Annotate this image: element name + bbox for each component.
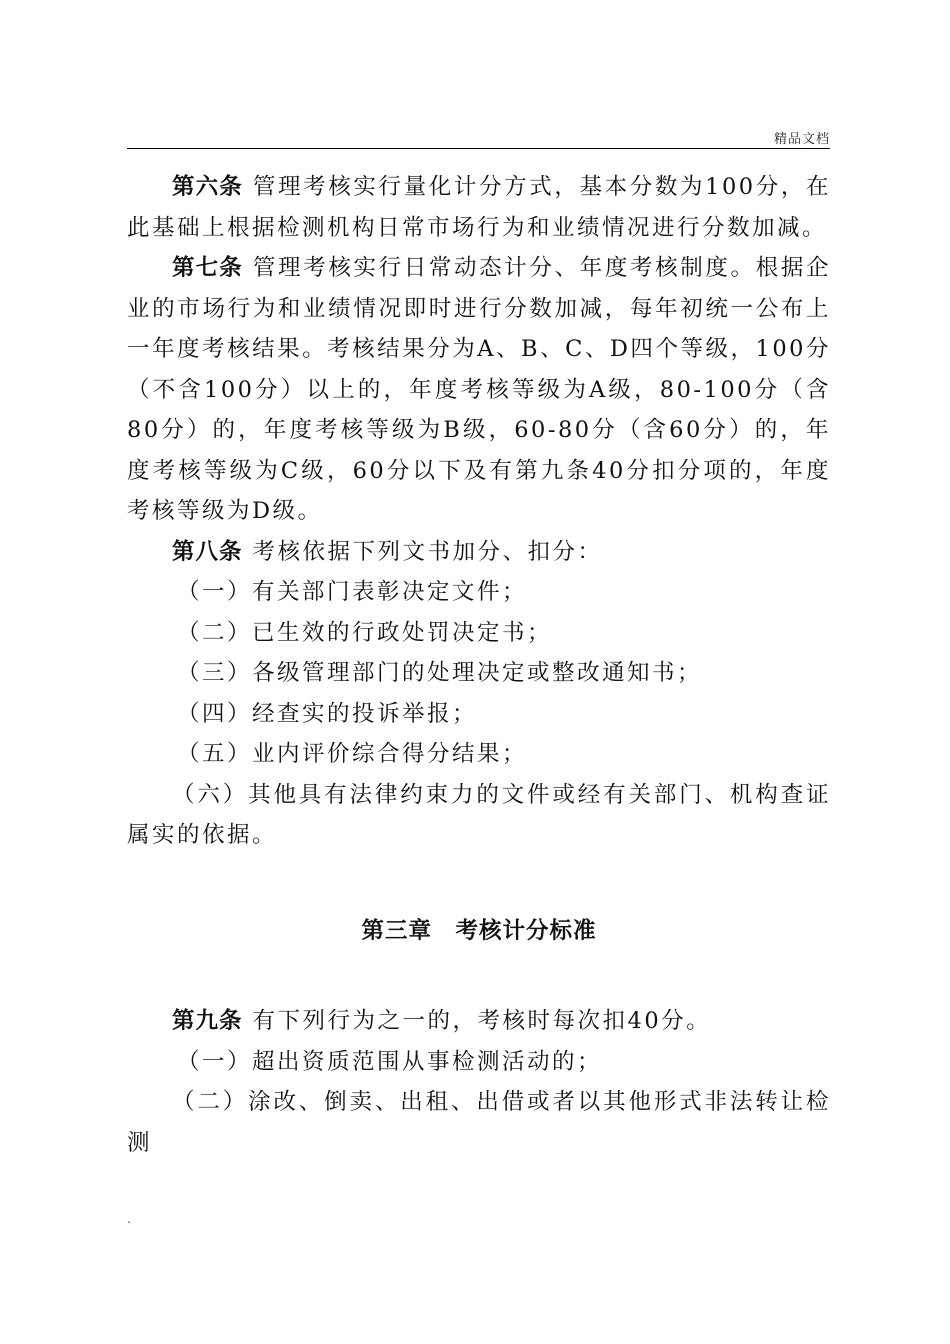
article-6-text: 管理考核实行量化计分方式，基本分数为100分，在此基础上根据检测机构日常市场行为和业绩情况进行分数加减。 (127, 174, 831, 241)
footer-mark: . (127, 1212, 131, 1226)
article-9-item: （一）超出资质范围从事检测活动的； (177, 1048, 603, 1075)
article-8-item: （六）其他具有法律约束力的文件或经有关部门、机构查证属实的依据。 (127, 781, 831, 848)
article-8-item: （五）业内评价综合得分结果； (177, 741, 528, 767)
article-9-text: 有下列行为之一的，考核时每次扣40分。 (252, 1008, 712, 1034)
article-9-item: （二）涂改、倒卖、出租、出借或者以其他形式非法转让检测 (127, 1089, 831, 1156)
header-label: 精品文档 (773, 132, 830, 147)
header-divider (127, 148, 830, 149)
article-8-item: （三）各级管理部门的处理决定或整改通知书； (177, 660, 703, 686)
article-8-title: 第八条 (172, 538, 243, 565)
article-7-text: 管理考核实行日常动态计分、年度考核制度。根据企业的市场行为和业绩情况即时进行分数加减，每年初统一公布上一年度考核结果。考核结果分为A、B、C、D四个等级，100分（不含100分）以上的，年度考核等级为A级，80-100分（含80分）的，年度考核等级为B级，60-80分（含60分）的，年度考核等级为C级，60分以下及有第九条40分扣分项的，年度考核等级为D级。 (127, 255, 831, 524)
article-9-title: 第九条 (172, 1008, 243, 1034)
article-6-title: 第六条 (172, 174, 243, 200)
article-8-item: （一）有关部门表彰决定文件； (177, 579, 528, 605)
article-8-item: （二）已生效的行政处罚决定书； (177, 619, 553, 646)
article-8-text: 考核依据下列文书加分、扣分： (252, 538, 603, 565)
article-8-item: （四）经查实的投诉举报； (177, 700, 478, 727)
article-8 (127, 532, 831, 573)
article-7 (127, 248, 831, 532)
document-body (127, 167, 831, 1163)
article-6 (127, 167, 831, 248)
article-7-title: 第七条 (172, 255, 243, 281)
chapter-title: 第三章 考核计分标准 (361, 917, 597, 944)
article-9 (127, 1001, 831, 1042)
